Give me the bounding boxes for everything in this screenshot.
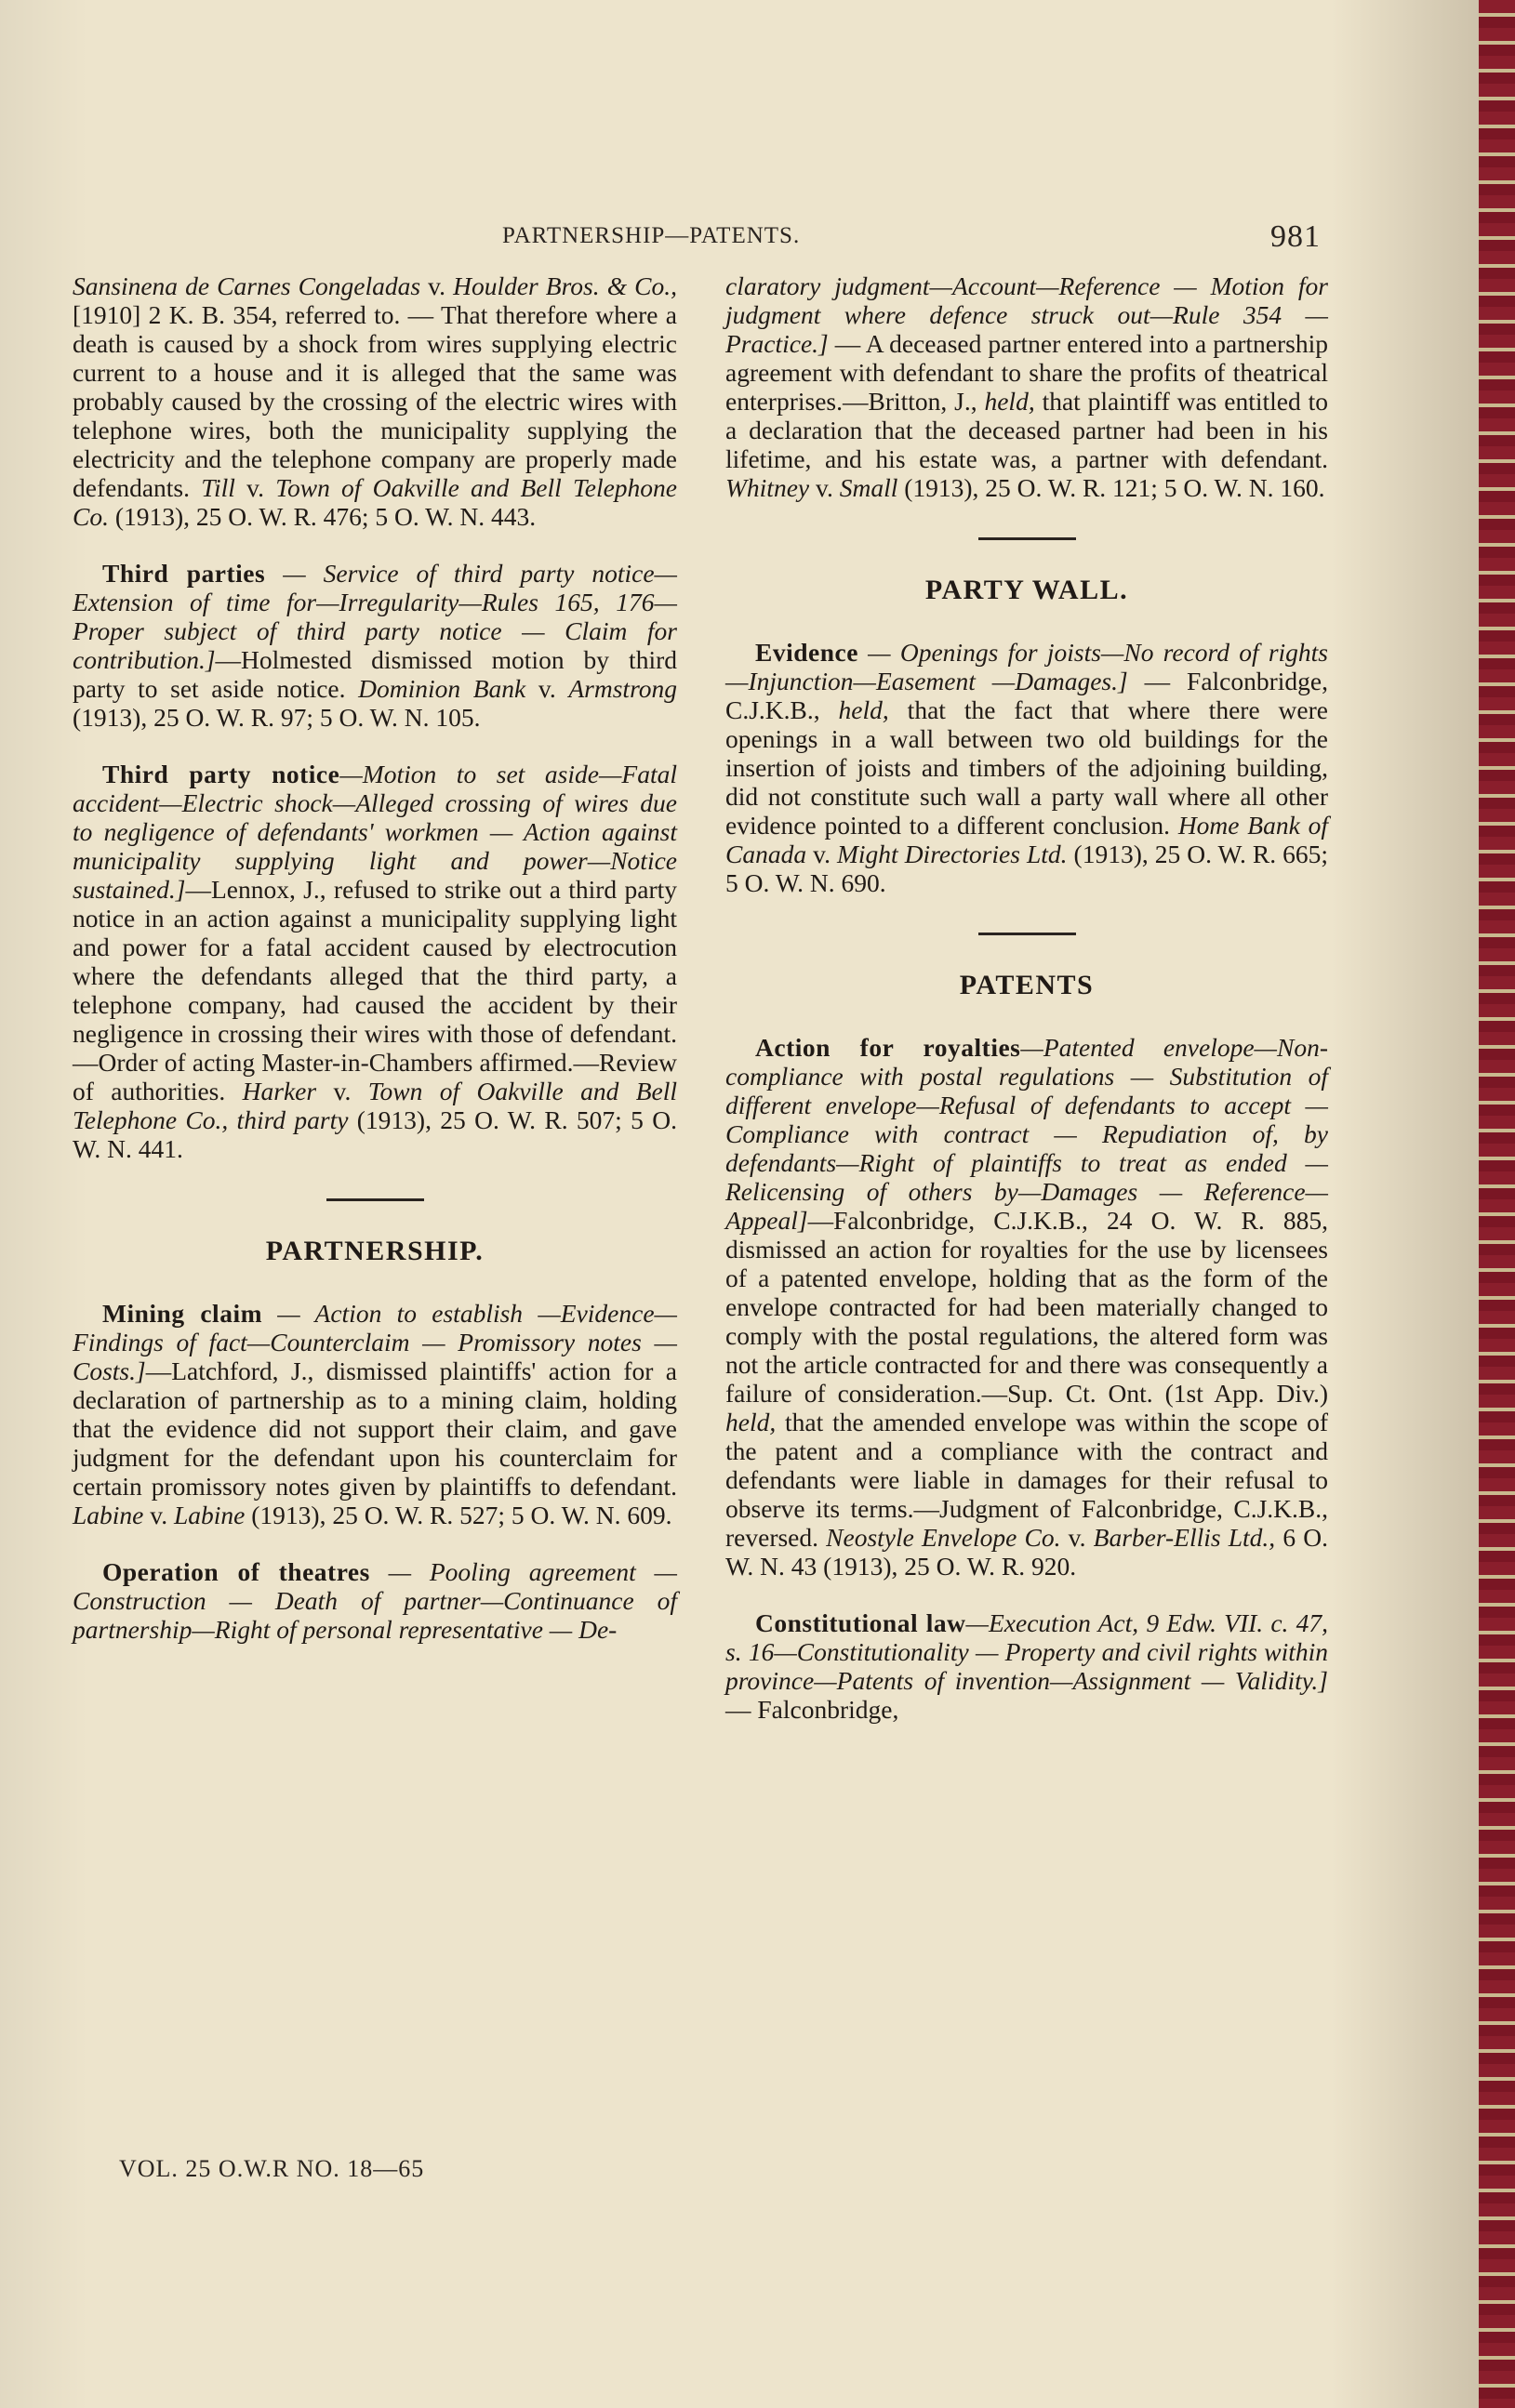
case-name: Harker — [242, 1077, 317, 1105]
section-divider — [978, 537, 1076, 540]
book-spine-edge — [1479, 0, 1515, 2408]
entry-text: —Latchford, J., dismissed plaintiffs' action for a declaration of partnership as to a mining claim, holding that the evidence did not support their claim, and gave judgment for the defendant upon his counterclaim for certain promissory notes given by plaintiffs to defendant. — [73, 1356, 677, 1501]
entry-text: that the fact that where there were openings in a wall between two old buildings for the insertion of joists and timbers of the adjoining building, did not constitute such wall a party wall where all other evidence pointed to a different conclusion. — [725, 695, 1328, 840]
entry-text: — Falconbridge, — [725, 1695, 899, 1724]
entry-constitutional-law — [725, 1608, 1328, 1724]
entry-third-parties — [73, 559, 677, 732]
case-name: Might Directories Ltd. — [836, 840, 1068, 868]
citation: (1913), 25 O. W. R. 665; 5 O. W. N. 690. — [725, 840, 1328, 897]
held-word: held, — [838, 695, 889, 724]
right-column — [725, 271, 1328, 1752]
entry-keyword: Operation of theatres — [102, 1557, 370, 1586]
volume-footer: VOL. 25 O.W.R NO. 18—65 — [119, 2155, 425, 2182]
left-column — [73, 271, 677, 1672]
section-heading-patents: PATENTS — [959, 970, 1095, 1000]
entry-text: —Holmested dismissed motion by third party to set aside notice. — [73, 645, 677, 703]
paragraph-sansinena — [73, 271, 677, 531]
entry-keyword: Mining claim — [102, 1299, 263, 1328]
case-name: Labine — [73, 1501, 144, 1529]
case-versus: v. — [234, 473, 276, 502]
entry-text: — A deceased partner entered into a partnership agreement with defendant to share the profits of theatrical enterprises.—Britton, J., — [725, 329, 1328, 416]
entry-headnote: claratory judgment—Account—Reference — Motion for judgment where defence struck out—Rule 354 — Practice.] — [725, 271, 1328, 358]
held-word: held, — [725, 1408, 777, 1436]
entry-mining-claim — [73, 1299, 677, 1529]
section-heading-partnership: PARTNERSHIP. — [265, 1236, 485, 1266]
case-name: Till — [201, 473, 235, 502]
entry-action-for-royalties — [725, 1033, 1328, 1581]
entry-text: that plaintiff was entitled to a declaration that the deceased partner had been in his lifetime, and his estate was, a partner with defendant. — [725, 387, 1328, 473]
case-versus: v. — [316, 1077, 368, 1105]
section-divider — [978, 933, 1076, 935]
case-versus: v. — [143, 1501, 174, 1529]
case-name: Home Bank of Canada — [725, 811, 1328, 868]
case-name: Armstrong — [568, 674, 678, 703]
entry-text: —Falconbridge, C.J.K.B., 24 O. W. R. 885, dismissed an action for royalties for the use by licensees of a patented envelope, holding that as the form of the envelope contracted for had been materially changed to comply with the postal regulations, the altered form was not the article contracted for and there was consequently a failure of consideration.—Sup. Ct. Ont. (1st App. Div.) — [725, 1206, 1328, 1408]
case-name: Barber-Ellis Ltd., — [1093, 1523, 1276, 1552]
case-versus: v. — [420, 271, 454, 300]
held-word: held, — [984, 387, 1035, 416]
entry-headnote: — Openings for joists—No record of rights—Injunction—Easement —Damages.] — [725, 638, 1328, 695]
case-name: Neostyle Envelope Co. — [826, 1523, 1061, 1552]
entry-keyword: Action for royalties — [755, 1033, 1021, 1062]
case-name: Sansinena de Carnes Congeladas — [73, 271, 421, 300]
citation: (1913), 25 O. W. R. 507; 5 O. W. N. 441. — [73, 1105, 677, 1163]
citation: (1913), 25 O. W. R. 97; 5 O. W. N. 105. — [73, 703, 481, 732]
entry-headnote: —Patented envelope—Non-compliance with postal regulations — Substitution of different envelope—Refusal of defendants to accept —Compliance with contract — Repudiation of, by defendants—Right of plaintiffs to treat as ended — Relicensing of others by—Damages — Reference—Appeal] — [725, 1033, 1328, 1235]
entry-text: — Falconbridge, C.J.K.B., — [725, 667, 1328, 724]
case-name: Small — [839, 473, 898, 502]
case-versus: v. — [525, 674, 569, 703]
entry-evidence — [725, 638, 1328, 897]
entry-text: —Lennox, J., refused to strike out a third party notice in an action against a municipality supplying light and power for a fatal accident caused by electrocution where the defendants alleged that the third party, a telephone company, had caused the accident by their negligence in crossing their wires with those of defendant.—Order of acting Master-in-Chambers affirmed.—Review of authorities. — [73, 875, 677, 1105]
case-versus: v. — [806, 840, 837, 868]
entry-headnote: — Action to establish —Evidence—Findings of fact—Counterclaim — Promissory notes — Costs.] — [73, 1299, 677, 1385]
section-divider — [326, 1198, 424, 1201]
entry-operation-of-theatres — [73, 1557, 677, 1644]
entry-headnote: —Motion to set aside—Fatal accident—Electric shock—Alleged crossing of wires due to negligence of defendants' workmen — Action against municipality supplying light and power—Notice sustained.] — [73, 760, 677, 904]
entry-keyword: Third party notice — [102, 760, 340, 788]
case-name: Town of Oakville and Bell Telephone Co., third party — [73, 1077, 677, 1134]
entry-headnote: — Service of third party notice—Extension of time for—Irregularity—Rules 165, 176—Proper subject of third party notice — Claim for contribution.] — [73, 559, 677, 674]
citation: (1913), 25 O. W. R. 121; 5 O. W. N. 160. — [897, 473, 1325, 502]
entry-keyword: Evidence — [755, 638, 858, 667]
page-number: 981 — [1270, 219, 1321, 254]
case-name: Houlder Bros. & Co., — [453, 271, 677, 300]
case-versus: v. — [1060, 1523, 1094, 1552]
case-name: Whitney — [725, 473, 810, 502]
entry-headnote: —Execution Act, 9 Edw. VII. c. 47, s. 16—Constitutionality — Property and civil rights within province—Patents of invention—Assignment — Validity.] — [725, 1608, 1328, 1695]
running-header — [65, 219, 1358, 257]
case-name: Town of Oakville and Bell Telephone Co. — [73, 473, 677, 531]
paragraph-theatres-continued — [725, 271, 1328, 502]
entry-third-party-notice — [73, 760, 677, 1163]
case-name: Labine — [173, 1501, 246, 1529]
paragraph-text: [1910] 2 K. B. 354, referred to. — That therefore where a death is caused by a shock from wires supplying electric current to a house and it is alleged that the same was probably caused by the crossing of the electric wires with telephone wires, both the municipality supplying the electricity and the telephone company are properly made defendants. — [73, 300, 677, 502]
citation: 6 O. W. N. 43 (1913), 25 O. W. R. 920. — [725, 1523, 1328, 1581]
citation: (1913), 25 O. W. R. 476; 5 O. W. N. 443. — [108, 502, 537, 531]
running-title: PARTNERSHIP—PATENTS. — [502, 223, 801, 248]
case-versus: v. — [809, 473, 840, 502]
citation: (1913), 25 O. W. R. 527; 5 O. W. N. 609. — [245, 1501, 672, 1529]
entry-keyword: Constitutional law — [755, 1608, 966, 1637]
entry-text: that the amended envelope was within the scope of the patent and a compliance with the contract and defendants were liable in damages for their refusal to observe its terms.—Judgment of Falconbridge, C.J.K.B., reversed. — [725, 1408, 1328, 1552]
case-name: Dominion Bank — [358, 674, 526, 703]
entry-keyword: Third parties — [102, 559, 266, 588]
section-heading-party-wall: PARTY WALL. — [924, 575, 1129, 605]
entry-headnote: — Pooling agreement — Construction — Death of partner—Continuance of partnership—Right of personal representative — De- — [73, 1557, 677, 1644]
